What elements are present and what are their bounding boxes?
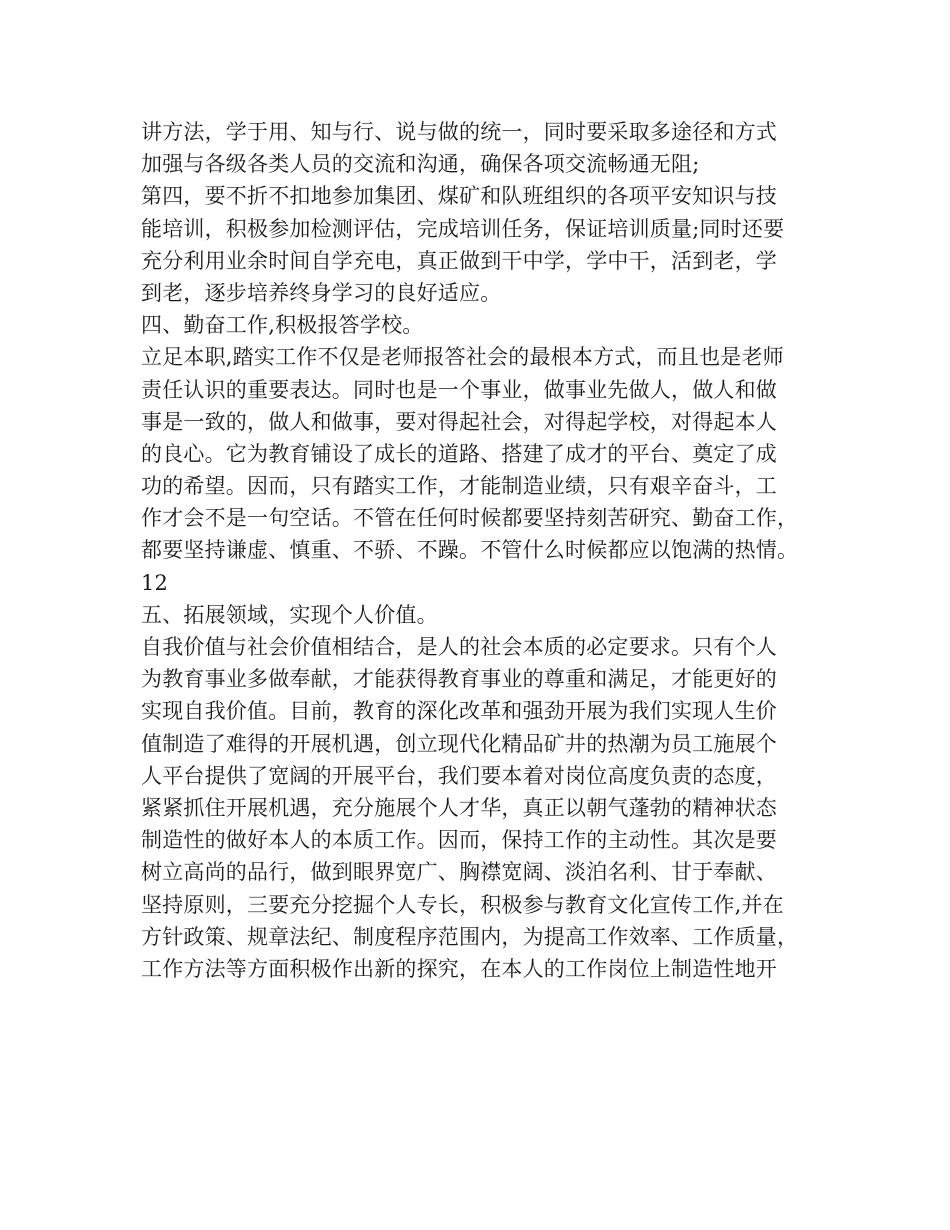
text-line: 人平台提供了宽阔的开展平台，我们要本着对岗位高度负责的态度， (141, 763, 777, 788)
text-line: 紧紧抓住开展机遇，充分施展个人才华，真正以朝气蓬勃的精神状态 (141, 795, 777, 820)
text-line: 立足本职,踏实工作不仅是老师报答社会的最根本方式，而且也是老师 (141, 345, 784, 370)
text-line: 功的希望。因而，只有踏实工作，才能制造业绩，只有艰辛奋斗，工 (141, 474, 777, 499)
text-line: 实现自我价值。目前，教育的深化改革和强劲开展为我们实现人生价 (141, 699, 777, 724)
text-line: 能培训，积极参加检测评估，完成培训任务，保证培训质量;同时还要 (141, 216, 785, 241)
text-line: 树立高尚的品行，做到眼界宽广、胸襟宽阔、淡泊名利、甘于奉献、 (141, 860, 777, 885)
text-line: 作才会不是一句空话。不管在任何时候都要坚持刻苦研究、勤奋工作， (141, 506, 799, 531)
document-body (141, 116, 831, 985)
text-line: 方针政策、规章法纪、制度程序范围内，为提高工作效率、工作质量， (141, 924, 799, 949)
text-line: 为教育事业多做奉献，才能获得教育事业的尊重和满足，才能更好的 (141, 667, 777, 692)
text-line: 都要坚持谦虚、慎重、不骄、不躁。不管什么时候都应以饱满的热情。 (141, 538, 799, 563)
text-line: 制造性的做好本人的本质工作。因而，保持工作的主动性。其次是要 (141, 828, 777, 853)
section-heading: 四、勤奋工作,积极报答学校。 (141, 313, 424, 338)
text-line: 充分利用业余时间自学充电，真正做到干中学，学中干，活到老，学 (141, 248, 777, 273)
text-line: 第四，要不折不扣地参加集团、煤矿和队班组织的各项平安知识与技 (141, 184, 777, 209)
text-line: 到老，逐步培养终身学习的良好适应。 (141, 280, 502, 305)
text-line: 自我价值与社会价值相结合，是人的社会本质的必定要求。只有个人 (141, 635, 777, 659)
text-line: 值制造了难得的开展机遇，创立现代化精品矿井的热潮为员工施展个 (141, 731, 777, 756)
page-number: 12 (141, 570, 169, 595)
text-line: 加强与各级各类人员的交流和沟通，确保各项交流畅通无阻; (141, 152, 700, 177)
text-line: 讲方法，学于用、知与行、说与做的统一，同时要采取多途径和方式 (141, 120, 777, 144)
section-heading: 五、拓展领域，实现个人价值。 (141, 602, 438, 627)
text-line: 工作方法等方面积极作出新的探究，在本人的工作岗位上制造性地开 (141, 956, 777, 981)
text-line: 责任认识的重要表达。同时也是一个事业，做事业先做人，做人和做 (141, 377, 777, 402)
text-line: 的良心。它为教育铺设了成长的道路、搭建了成才的平台、奠定了成 (141, 441, 777, 466)
text-line: 事是一致的，做人和做事，要对得起社会，对得起学校，对得起本人 (141, 409, 777, 434)
text-line: 坚持原则，三要充分挖掘个人专长，积极参与教育文化宣传工作,并在 (141, 892, 784, 917)
